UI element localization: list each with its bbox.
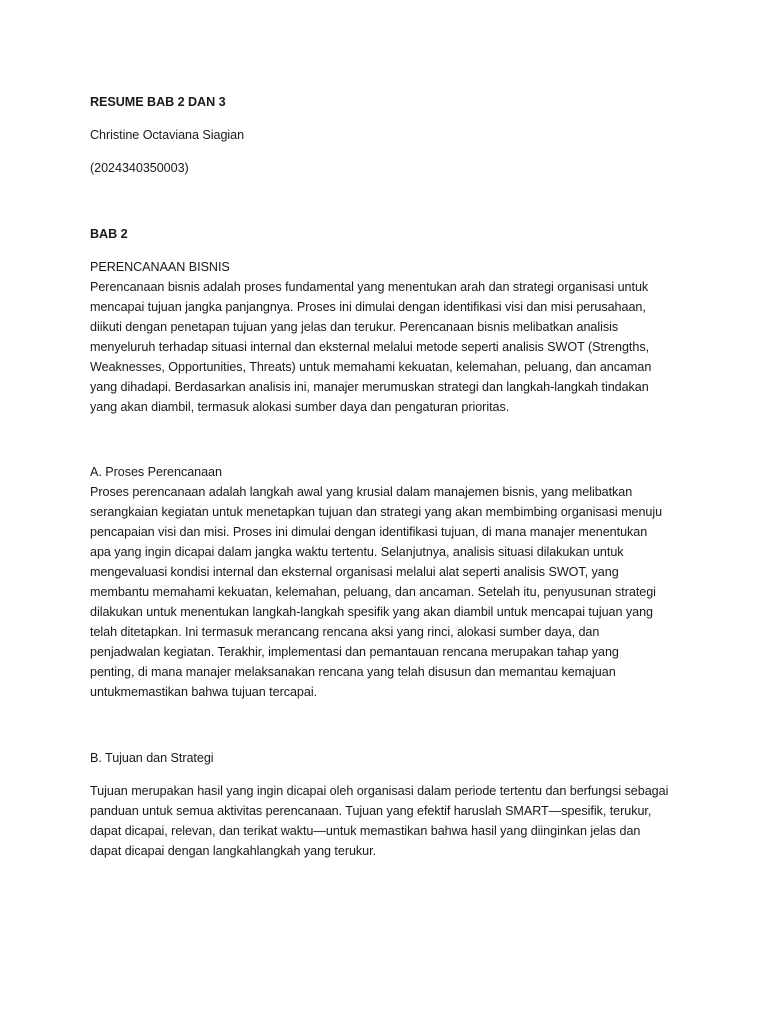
section-title: PERENCANAAN BISNIS: [90, 260, 230, 274]
section-title: A. Proses Perencanaan: [90, 465, 222, 479]
paragraph-line: telah ditetapkan. Ini termasuk merancang rencana aksi yang rinci, alokasi sumber daya, dan: [90, 625, 600, 639]
paragraph-line: dapat dicapai dengan langkahlangkah yang terukur.: [90, 844, 377, 858]
paragraph-line: penting, di mana manajer melaksanakan rencana yang telah disusun dan memantau kemajuan: [90, 665, 616, 679]
paragraph-line: Tujuan merupakan hasil yang ingin dicapai oleh organisasi dalam periode tertentu dan berfungsi sebagai: [90, 784, 669, 798]
student-id: (2024340350003): [90, 161, 189, 175]
paragraph-line: menyeluruh terhadap situasi internal dan eksternal melalui metode seperti analisis SWOT (Strengths,: [90, 340, 650, 354]
paragraph-line: penjadwalan kegiatan. Terakhir, implementasi dan pemantauan rencana merupakan tahap yang: [90, 645, 619, 659]
section-title: B. Tujuan dan Strategi: [90, 751, 214, 765]
paragraph-line: yang akan diambil, termasuk alokasi sumber daya dan pengaturan prioritas.: [90, 400, 510, 414]
paragraph-line: Weaknesses, Opportunities, Threats) untuk memahami kekuatan, kelemahan, peluang, dan ancaman: [90, 360, 652, 374]
author-name: Christine Octaviana Siagian: [90, 128, 245, 142]
paragraph-line: yang dihadapi. Berdasarkan analisis ini, manajer merumuskan strategi dan langkah-langkah tindakan: [90, 380, 649, 394]
chapter-heading: BAB 2: [90, 227, 128, 241]
paragraph-line: pencapaian visi dan misi. Proses ini dimulai dengan identifikasi tujuan, di mana manajer menentukan: [90, 525, 648, 539]
paragraph-line: apa yang ingin dicapai dalam jangka waktu tertentu. Selanjutnya, analisis situasi dilakukan untuk: [90, 545, 624, 559]
document-title: RESUME BAB 2 DAN 3: [90, 95, 226, 109]
paragraph-line: Perencanaan bisnis adalah proses fundamental yang menentukan arah dan strategi organisasi untuk: [90, 280, 649, 294]
paragraph-line: mengevaluasi kondisi internal dan eksternal organisasi melalui alat seperti analisis SWOT, yang: [90, 565, 619, 579]
paragraph-line: serangkaian kegiatan untuk menetapkan tujuan dan strategi yang akan membimbing organisasi menuju: [90, 505, 663, 519]
paragraph-line: dilakukan untuk menentukan langkah-langkah spesifik yang akan diambil untuk mencapai tujuan yang: [90, 605, 653, 619]
paragraph-line: Proses perencanaan adalah langkah awal yang krusial dalam manajemen bisnis, yang melibatkan: [90, 485, 633, 499]
paragraph-line: diikuti dengan penetapan tujuan yang jelas dan terukur. Perencanaan bisnis melibatkan analisis: [90, 320, 619, 334]
paragraph-line: untukmemastikan bahwa tujuan tercapai.: [90, 685, 318, 699]
paragraph-line: panduan untuk semua aktivitas perencanaan. Tujuan yang efektif haruslah SMART—spesifik, terukur,: [90, 804, 652, 818]
paragraph-line: membantu memahami kekuatan, kelemahan, peluang, dan ancaman. Setelah itu, penyusunan strategi: [90, 585, 656, 599]
paragraph-line: mencapai tujuan jangka panjangnya. Proses ini dimulai dengan identifikasi visi dan misi perusahaan,: [90, 300, 646, 314]
paragraph-line: dapat dicapai, relevan, dan terikat waktu—untuk memastikan bahwa hasil yang diinginkan jelas dan: [90, 824, 641, 838]
